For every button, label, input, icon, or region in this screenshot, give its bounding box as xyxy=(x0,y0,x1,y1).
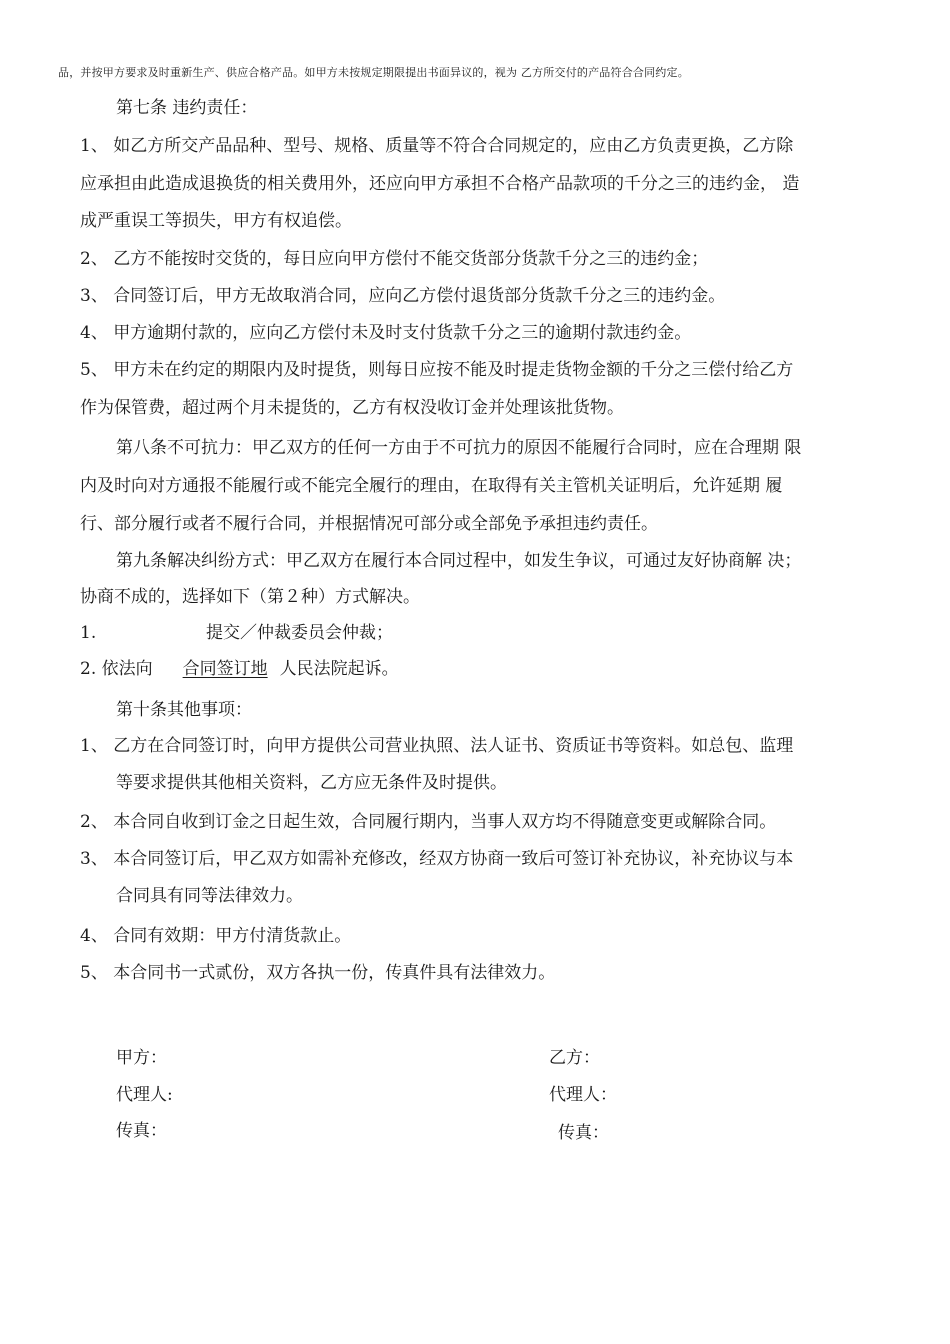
art9-line1: 第九条解决纠纷方式：甲乙双方在履行本合同过程中，如发生争议，可通过友好协商解 决； xyxy=(116,551,802,571)
art9-option2-suffix: 人民法院起诉。 xyxy=(279,659,399,679)
top-note: 品，并按甲方要求及时重新生产、供应合格产品。如甲方未按规定期限提出书面异议的，视为 乙方所交付的产品符合合同约定。 xyxy=(58,66,689,79)
art8-line3: 行、部分履行或者不履行合同，并根据情况可部分或全部免予承担违约责任。 xyxy=(80,514,658,534)
art10-item5: 5、 本合同书一式贰份，双方各执一份，传真件具有法律效力。 xyxy=(80,963,556,983)
art7-item5-line2: 作为保管费，超过两个月未提货的，乙方有权没收订金并处理该批货物。 xyxy=(80,398,624,418)
art7-item1-line3: 成严重误工等损失，甲方有权追偿。 xyxy=(80,211,352,231)
article-10-title: 第十条其他事项： xyxy=(116,700,252,720)
party-b-label: 乙方： xyxy=(549,1048,600,1068)
party-a-agent-label: 代理人: xyxy=(116,1085,173,1105)
art8-line2: 内及时向对方通报不能履行或不能完全履行的理由，在取得有关主管机关证明后，允许延期 履 xyxy=(80,476,783,496)
art10-item3-line2: 合同具有同等法律效力。 xyxy=(116,886,303,906)
art7-item1-line1: 1、 如乙方所交产品品种、型号、规格、质量等不符合合同规定的，应由乙方负责更换，乙方除 xyxy=(80,136,794,156)
art8-line1: 第八条不可抗力：甲乙双方的任何一方由于不可抗力的原因不能履行合同时，应在合理期 限 xyxy=(116,438,802,458)
art9-option2 xyxy=(80,661,399,678)
art10-item3-line1: 3、 本合同签订后，甲乙双方如需补充修改，经双方协商一致后可签订补充协议，补充协议与本 xyxy=(80,849,794,869)
art7-item2: 2、 乙方不能按时交货的，每日应向甲方偿付不能交货部分货款千分之三的违约金； xyxy=(80,249,709,269)
art10-item1-line2: 等要求提供其他相关资料，乙方应无条件及时提供。 xyxy=(116,773,507,793)
article-7-title: 第七条 违约责任： xyxy=(116,98,258,118)
party-b-agent-label: 代理人： xyxy=(549,1085,617,1105)
art7-item1-line2: 应承担由此造成退换货的相关费用外，还应向甲方承担不合格产品款项的千分之三的违约金， 造 xyxy=(80,174,800,194)
art9-line2: 协商不成的，选择如下（第２种）方式解决。 xyxy=(80,587,420,607)
art9-option1-number: 1. xyxy=(80,623,97,643)
party-a-fax-label: 传真： xyxy=(116,1121,167,1141)
art9-option2-place: 合同签订地 xyxy=(182,659,268,679)
art9-option1-text: 提交／仲裁委员会仲裁； xyxy=(206,623,393,643)
art7-item3: 3、 合同签订后，甲方无故取消合同，应向乙方偿付退货部分货款千分之三的违约金。 xyxy=(80,286,726,306)
party-b-fax-label: 传真： xyxy=(558,1123,609,1143)
art10-item4: 4、 合同有效期：甲方付清货款止。 xyxy=(80,926,352,946)
party-a-label: 甲方： xyxy=(116,1048,167,1068)
art10-item2: 2、 本合同自收到订金之日起生效，合同履行期内，当事人双方均不得随意变更或解除合同。 xyxy=(80,812,777,832)
art10-item1-line1: 1、 乙方在合同签订时，向甲方提供公司营业执照、法人证书、资质证书等资料。如总包、监理 xyxy=(80,736,794,756)
art7-item5-line1: 5、 甲方未在约定的期限内及时提货，则每日应按不能及时提走货物金额的千分之三偿付给乙方 xyxy=(80,360,794,380)
art9-option2-prefix: 2. 依法向 xyxy=(80,659,153,679)
art7-item4: 4、 甲方逾期付款的，应向乙方偿付未及时支付货款千分之三的逾期付款违约金。 xyxy=(80,323,692,343)
